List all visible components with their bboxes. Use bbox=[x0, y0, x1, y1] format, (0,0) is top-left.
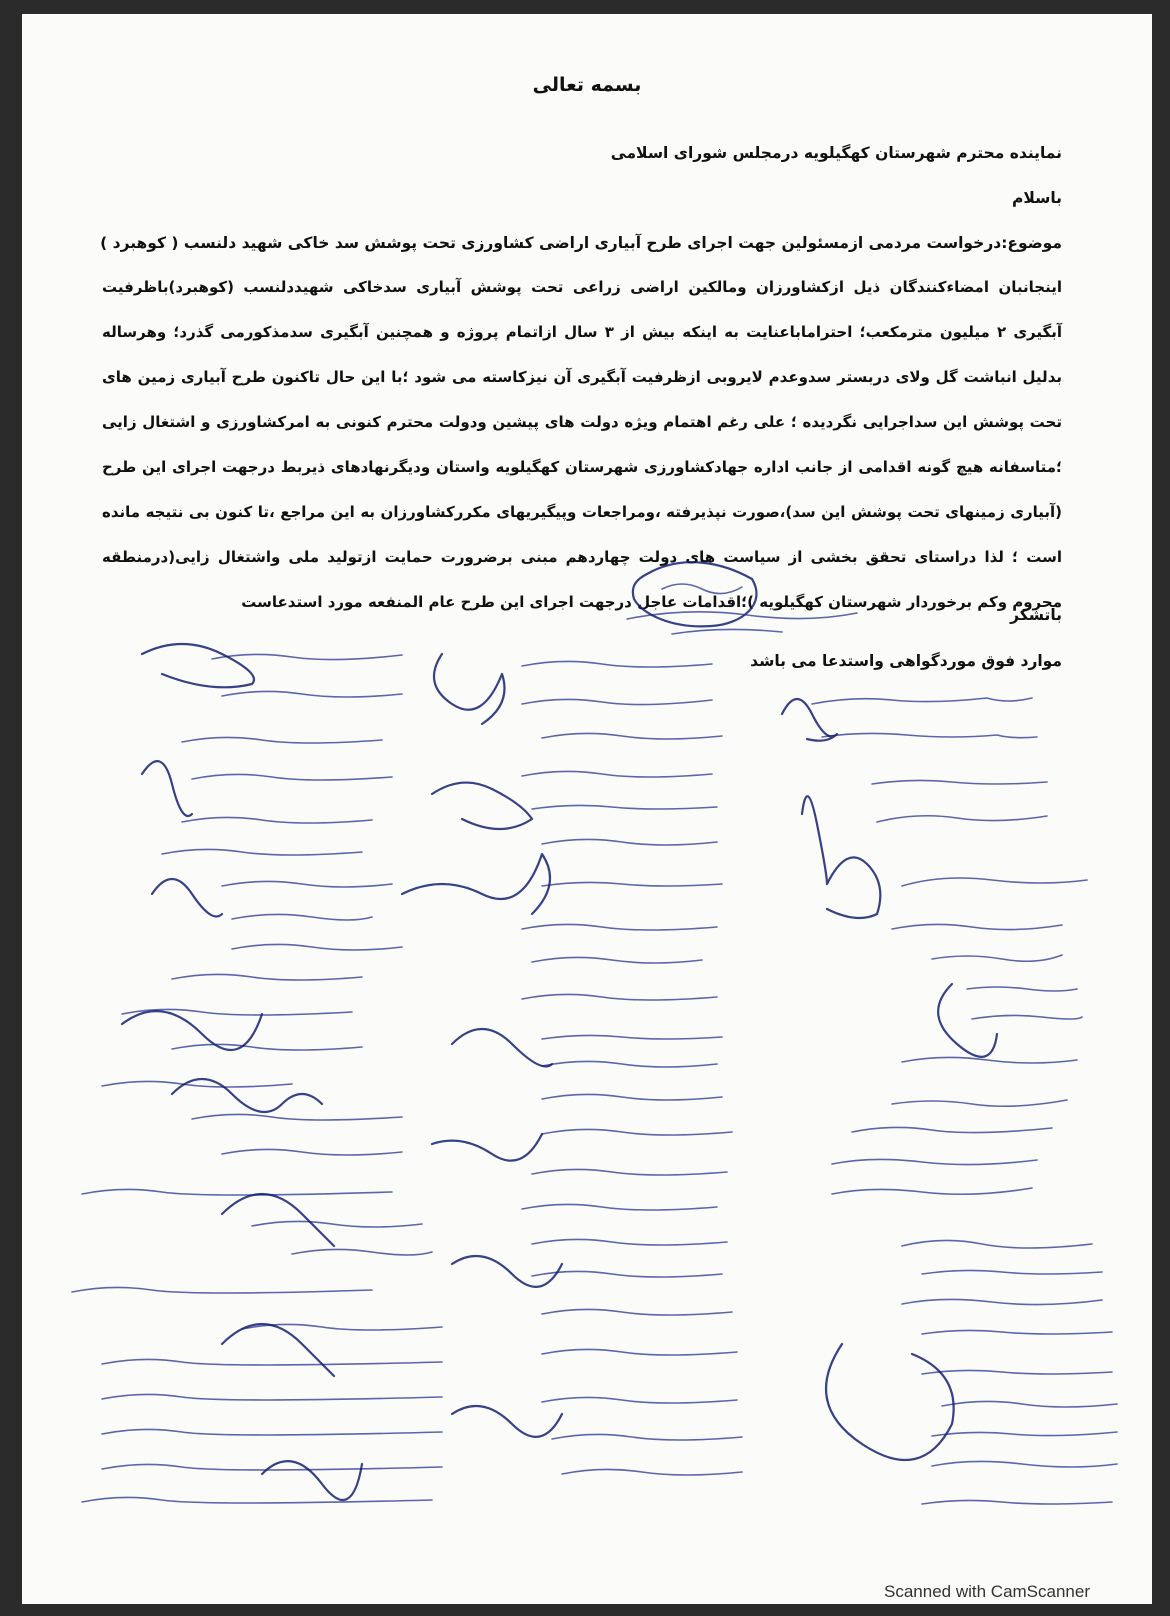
scanner-watermark: Scanned with CamScanner bbox=[884, 1582, 1091, 1601]
letter-body: اینجانبان امضاءکنندگان ذیل ازکشاورزان ومالکین اراضی زراعی تحت پوشش آبیاری سدخاکی شهیددلنسب (کوهبرد)باظرفیت آبگیری ۲ میلیون مترمکعب؛ احتراماباعنایت به اینکه بیش از ۳ سال ازاتمام پروژه و همچنین آبگیری سدمذکورمی گذرد؛ وهرساله بدلیل انباشت گل ولای دربستر سدوعدم لایروبی ازظرفیت آبگیری آن نیزکاسته می شود ؛با این حال تاکنون طرح آبیاری زمین های تحت پوشش این سداجرایی نگردیده ؛ علی رغم اهتمام ویژه دولت های پیشین ودولت محترم کنونی به امرکشاورزی و اشتغال زایی ؛متاسفانه هیچ گونه اقدامی از جانب اداره جهادکشاورزی شهرستان کهگیلویه واستان ودیگرنهادهای ذیربط درجهت اجرای این طرح (آبیاری زمینهای تحت پوشش این سد)،صورت نپذیرفته ،ومراجعات وپیگیریهای مکررکشاورزان به این مراجع ،تا کنون بی نتیجه مانده است ؛ لذا دراستای تحقق بخشی از سیاست های دولت چهاردهم مبنی برضرورت حمایت ازتولید ملی واشتغال زایی(درمنطقه محروم وکم برخوردار شهرستان کهگیلویه )؛اقدامات عاجل درجهت اجرای این طرح عام المنفعه مورد استدعاست bbox=[102, 278, 1063, 611]
subject-line: موضوع:درخواست مردمی ازمسئولین جهت اجرای طرح آبیاری اراضی کشاورزی تحت پوشش سد خاکی شهید دلنسب ( کوهبرد ) bbox=[100, 234, 1062, 252]
signature-column-right bbox=[782, 698, 1117, 1504]
signature-column-left bbox=[72, 644, 442, 1503]
closing-line: باتشکر bbox=[1010, 606, 1062, 624]
scanned-letter bbox=[22, 14, 1152, 1604]
official-stamp bbox=[627, 562, 857, 634]
greeting-line: باسلام bbox=[1011, 189, 1062, 207]
signature-column-middle bbox=[402, 654, 742, 1475]
basmala-heading: بسمه تعالی bbox=[532, 74, 642, 96]
handwritten-signatures bbox=[22, 14, 1152, 1604]
certification-line: موارد فوق موردگواهی واستدعا می باشد bbox=[750, 652, 1062, 670]
addressee-line: نماینده محترم شهرستان کهگیلویه درمجلس شورای اسلامی bbox=[610, 144, 1062, 162]
